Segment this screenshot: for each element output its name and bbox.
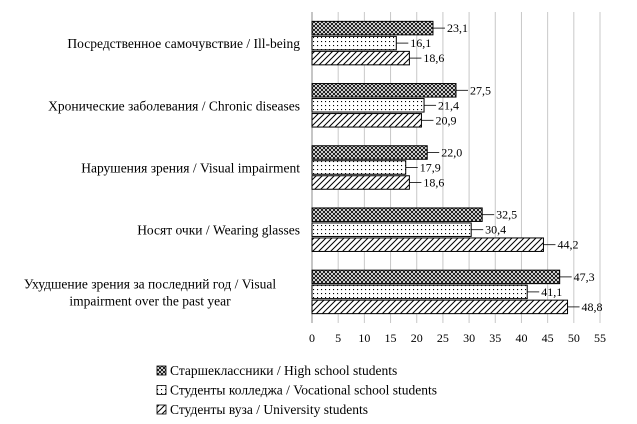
- bar: [312, 270, 560, 284]
- x-tick-label: 40: [515, 331, 528, 345]
- bar: [312, 285, 527, 299]
- category-label-line: impairment over the past year: [69, 293, 231, 309]
- bar: [312, 238, 543, 252]
- x-tick-label: 5: [335, 331, 342, 345]
- legend-label: Студенты колледжа / Vocational school students: [170, 382, 438, 398]
- x-tick-label: 10: [358, 331, 371, 345]
- data-label: 23,1: [446, 21, 468, 36]
- data-label: 41,1: [541, 284, 563, 299]
- data-label: 18,6: [423, 175, 445, 190]
- data-label: 20,9: [435, 113, 457, 128]
- legend-swatch: [157, 386, 166, 395]
- legend: [157, 363, 437, 417]
- legend-swatch: [157, 405, 166, 414]
- legend-label: Студенты вуза / University students: [170, 402, 368, 417]
- x-tick-label: 30: [463, 331, 476, 345]
- data-label: 27,5: [470, 83, 491, 98]
- x-tick-label: 20: [410, 331, 423, 345]
- bar: [312, 21, 433, 34]
- x-tick-label: 25: [436, 331, 449, 345]
- category-label: Хронические заболевания / Chronic diseases: [48, 98, 300, 114]
- category-label: Носят очки / Wearing glasses: [137, 222, 300, 238]
- data-label: 22,0: [441, 145, 463, 160]
- bar: [312, 51, 409, 65]
- category-label: [24, 276, 277, 308]
- bar: [312, 208, 482, 222]
- bar: [312, 161, 406, 175]
- data-label: 32,5: [496, 207, 518, 222]
- bar: [312, 114, 421, 128]
- bar: [312, 36, 396, 50]
- legend-label: Старшеклассники / High school students: [170, 363, 398, 378]
- x-tick-label: 35: [489, 331, 502, 345]
- legend-swatch: [157, 366, 166, 375]
- x-tick-label: 15: [384, 331, 397, 345]
- data-label: 17,9: [419, 160, 441, 175]
- data-label: 30,4: [485, 222, 507, 237]
- data-label: 21,4: [438, 98, 460, 113]
- data-label: 44,2: [557, 237, 579, 252]
- category-label: Посредственное самочувствие / Ill-being: [67, 36, 300, 52]
- x-axis-tick-labels: [309, 331, 606, 345]
- data-label: 47,3: [573, 269, 595, 284]
- category-labels: [24, 36, 300, 308]
- x-tick-label: 0: [309, 331, 315, 345]
- bar: [312, 176, 409, 190]
- data-label: 16,1: [410, 36, 432, 51]
- data-label: 18,6: [423, 51, 445, 66]
- data-label: 48,8: [581, 299, 603, 314]
- bar: [312, 84, 456, 98]
- x-tick-label: 50: [567, 331, 580, 345]
- bar: [312, 300, 568, 314]
- bar: [312, 146, 427, 160]
- x-tick-label: 55: [594, 331, 606, 345]
- category-label-line: Ухудшение зрения за последний год / Visual: [23, 276, 277, 292]
- x-tick-label: 45: [541, 331, 554, 345]
- bar: [312, 99, 424, 113]
- category-label: Нарушения зрения / Visual impairment: [81, 160, 300, 176]
- bar: [312, 223, 471, 237]
